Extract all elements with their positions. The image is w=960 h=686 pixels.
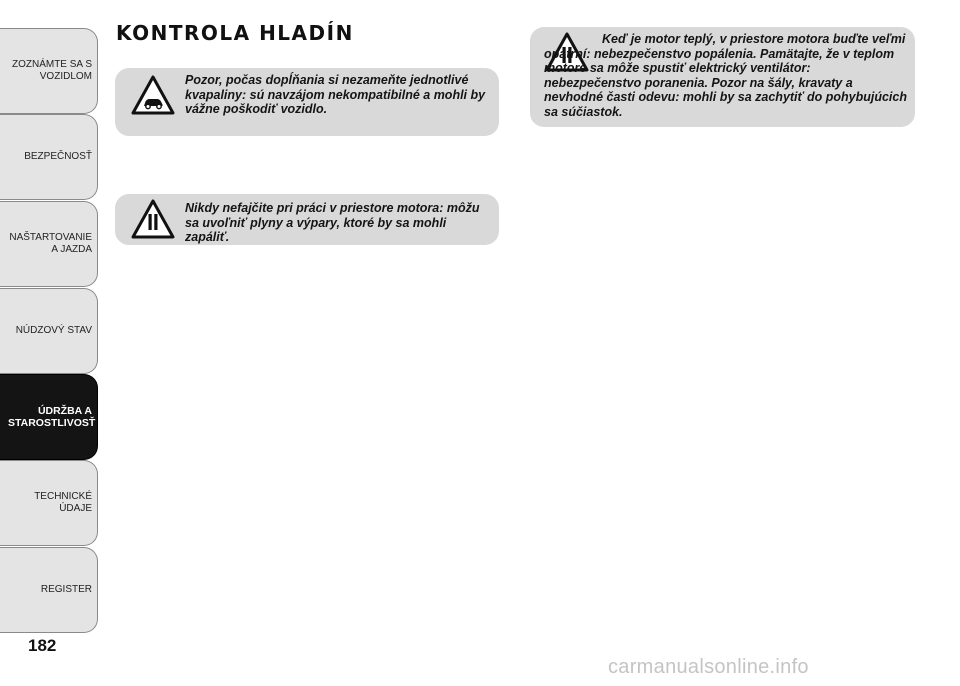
exclamation-warning-icon <box>131 199 175 239</box>
tab-label: ZOZNÁMTE SA S VOZIDLOM <box>11 59 92 82</box>
tab-zoznamte-sa-s-vozidlom[interactable] <box>0 28 98 114</box>
warning-box <box>530 27 915 127</box>
warning-text: Keď je motor teplý, v priestore motora buďte veľmi opatrní: nebezpečenstvo popálenia. Pamätajte, že v teplom motore sa môže spustiť elektrický ventilátor: nebezpečenstvo poranenia. Pozor na šály, kravaty a nevhodné časti odevu: mohli by sa zachytiť do pohybujúcich sa súčiastok. <box>544 32 907 119</box>
tab-label: ÚDRŽBA A STAROSTLIVOSŤ <box>8 405 96 429</box>
tab-label: BEZPEČNOSŤ <box>24 151 92 162</box>
warning-text: Nikdy nefajčite pri práci v priestore motora: môžu sa uvoľniť plyny a výpary, ktoré by sa mohli zapáliť. <box>185 201 480 244</box>
page-title: KONTROLA HLADÍN <box>116 21 354 45</box>
tab-register[interactable] <box>0 547 98 633</box>
page-number: 182 <box>28 636 57 655</box>
tab-nastartovanie-a-jazda[interactable] <box>0 201 98 287</box>
warning-text: Pozor, počas dopĺňania si nezameňte jednotlivé kvapaliny: sú navzájom nekompatibilné a mohli by vážne poškodiť vozidlo. <box>185 73 486 116</box>
tab-nudzovy-stav[interactable] <box>0 288 98 374</box>
tab-label: NÚDZOVÝ STAV <box>15 325 92 336</box>
tab-label: TECHNICKÉ ÚDAJE <box>34 491 92 514</box>
tab-label: REGISTER <box>40 584 92 595</box>
tab-bezpecnost[interactable] <box>0 114 98 200</box>
tab-udrzba-a-starostlivost[interactable] <box>0 374 98 460</box>
car-warning-icon <box>131 75 175 115</box>
warning-box <box>115 194 499 245</box>
tab-technicke-udaje[interactable] <box>0 460 98 546</box>
warning-box <box>115 68 499 136</box>
watermark: carmanualsonline.info <box>608 656 809 678</box>
tab-label: NAŠTARTOVANIE A JAZDA <box>9 232 92 255</box>
